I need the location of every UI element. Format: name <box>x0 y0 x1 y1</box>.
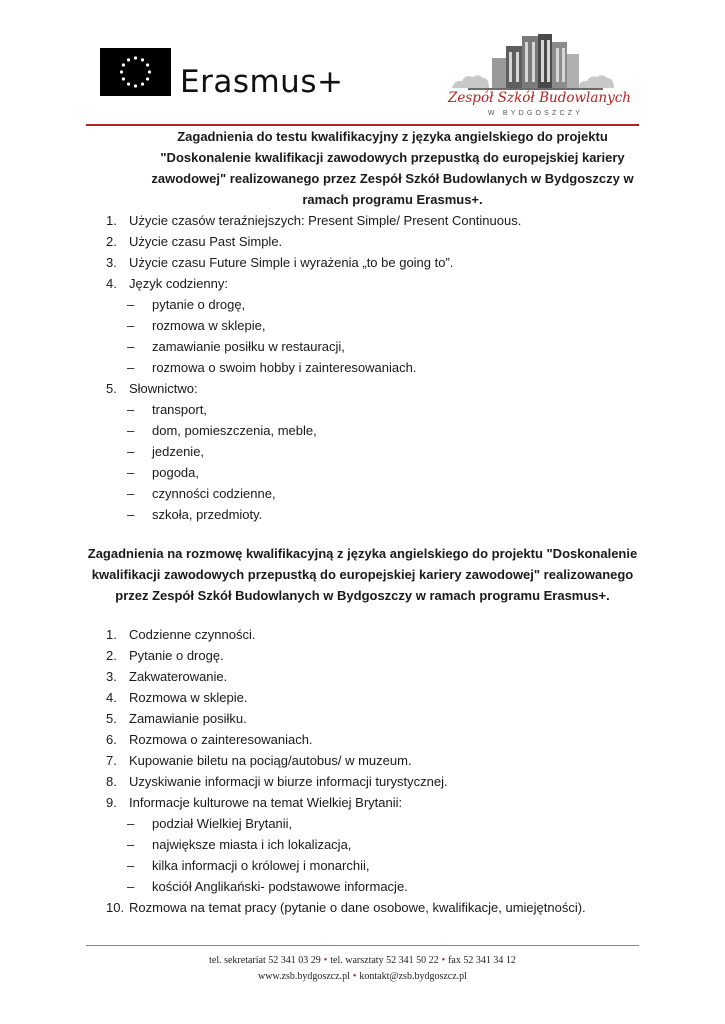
list-item-text: Rozmowa na temat pracy (pytanie o dane osobowe, kwalifikacje, umiejętności). <box>129 900 586 915</box>
footer-separator: • <box>441 955 446 966</box>
spacer <box>0 606 725 624</box>
list-item-number: 8. <box>106 774 117 789</box>
list-item <box>0 750 725 771</box>
dash-bullet: – <box>127 507 135 522</box>
sub-list-item <box>0 336 725 357</box>
sub-list-item <box>0 420 725 441</box>
list-item-text: Pytanie o drogę. <box>129 648 224 663</box>
dash-bullet: – <box>127 339 135 354</box>
dash-bullet: – <box>127 402 135 417</box>
sub-list-item-text: jedzenie, <box>152 444 205 459</box>
list-item-number: 1. <box>106 213 117 228</box>
list-item-text: Informacje kulturowe na temat Wielkiej Brytanii: <box>129 795 403 810</box>
list-item-number: 10. <box>106 900 125 915</box>
list-item-number: 6. <box>106 732 117 747</box>
sub-list-item-text: rozmowa w sklepie, <box>152 318 266 333</box>
sub-list-item-text: kościół Anglikański- podstawowe informacje. <box>152 879 408 894</box>
page-header <box>0 0 725 125</box>
list-item <box>0 378 725 399</box>
sub-list-item <box>0 462 725 483</box>
sub-list-item <box>0 294 725 315</box>
footer-contact-line <box>0 953 725 969</box>
list-item-text: Rozmowa w sklepie. <box>129 690 248 705</box>
footer-web-line <box>0 969 725 985</box>
dash-bullet: – <box>127 858 135 873</box>
dash-bullet: – <box>127 444 135 459</box>
footer-phone-secretary: tel. sekretariat 52 341 03 29 <box>209 955 321 966</box>
list-item-number: 3. <box>106 255 117 270</box>
dash-bullet: – <box>127 879 135 894</box>
list-item-text: Rozmowa o zainteresowaniach. <box>129 732 313 747</box>
sub-list-item-text: kilka informacji o królowej i monarchii, <box>152 858 370 873</box>
sub-list-item-text: zamawianie posiłku w restauracji, <box>152 339 345 354</box>
list-item <box>0 687 725 708</box>
sub-list-item <box>0 441 725 462</box>
document-body <box>0 126 725 918</box>
list-item <box>0 666 725 687</box>
list-item-text: Zakwaterowanie. <box>129 669 228 684</box>
list-item <box>0 252 725 273</box>
list-item-text: Użycie czasu Future Simple i wyrażenia „to be going to”. <box>129 255 454 270</box>
erasmus-logo-text: Erasmus+ <box>180 64 344 100</box>
page-footer <box>0 953 725 985</box>
section1-list <box>0 210 725 525</box>
section1-title: Zagadnienia do testu kwalifikacyjny z języka angielskiego do projektu "Doskonalenie kwalifikacji zawodowych przepustką do europejskiej kariery zawodowej" realizowanego przez Zespół Szkół Budowlanych w Bydgoszczy w ramach programu Erasmus+. <box>151 129 634 207</box>
list-item-number: 3. <box>106 669 117 684</box>
list-item <box>0 231 725 252</box>
sub-list-item <box>0 399 725 420</box>
sub-list-item-text: czynności codzienne, <box>152 486 276 501</box>
footer-fax: fax 52 341 34 12 <box>448 955 516 966</box>
list-item <box>0 210 725 231</box>
sub-list-item-text: pogoda, <box>152 465 199 480</box>
list-item <box>0 729 725 750</box>
school-name: Zespół Szkół Budowlanych <box>448 90 631 106</box>
list-item-number: 4. <box>106 276 117 291</box>
sub-list-item <box>0 504 725 525</box>
sub-list-item <box>0 813 725 834</box>
list-item <box>0 792 725 813</box>
list-item-number: 2. <box>106 648 117 663</box>
list-item-text: Zamawianie posiłku. <box>129 711 247 726</box>
list-item-number: 2. <box>106 234 117 249</box>
sub-list-item-text: pytanie o drogę, <box>152 297 246 312</box>
list-item-text: Słownictwo: <box>129 381 198 396</box>
list-item <box>0 624 725 645</box>
sub-list-item-text: największe miasta i ich lokalizacja, <box>152 837 352 852</box>
sub-list-item-text: rozmowa o swoim hobby i zainteresowaniach. <box>152 360 417 375</box>
eu-flag-icon <box>100 48 171 96</box>
list-item-text: Kupowanie biletu na pociąg/autobus/ w muzeum. <box>129 753 412 768</box>
list-item-text: Użycie czasów teraźniejszych: Present Simple/ Present Continuous. <box>129 213 522 228</box>
list-item-text: Język codzienny: <box>129 276 228 291</box>
sub-list-item-text: podział Wielkiej Brytanii, <box>152 816 293 831</box>
section2-title: Zagadnienia na rozmowę kwalifikacyjną z języka angielskiego do projektu "Doskonalenie kwalifikacji zawodowych przepustką do europejskiej kariery zawodowej" realizowanego przez Zespół Szkół Budowlanych w Bydgoszczy w ramach programu Erasmus+. <box>87 546 638 603</box>
dash-bullet: – <box>127 318 135 333</box>
footer-divider <box>86 945 639 946</box>
dash-bullet: – <box>127 816 135 831</box>
list-item-text: Uzyskiwanie informacji w biurze informacji turystycznej. <box>129 774 448 789</box>
list-item-number: 7. <box>106 753 117 768</box>
footer-separator: • <box>352 971 357 982</box>
list-item-number: 1. <box>106 627 117 642</box>
list-item-number: 4. <box>106 690 117 705</box>
list-item-text: Codzienne czynności. <box>129 627 256 642</box>
dash-bullet: – <box>127 297 135 312</box>
dash-bullet: – <box>127 465 135 480</box>
school-city: W BYDGOSZCZY <box>487 110 584 117</box>
dash-bullet: – <box>127 837 135 852</box>
sub-list-item <box>0 357 725 378</box>
sub-list-item <box>0 876 725 897</box>
list-item-number: 5. <box>106 711 117 726</box>
list-item <box>0 645 725 666</box>
dash-bullet: – <box>127 486 135 501</box>
sub-list-item <box>0 483 725 504</box>
list-item <box>0 273 725 294</box>
sub-list-item-text: transport, <box>152 402 207 417</box>
footer-separator: • <box>323 955 328 966</box>
list-item-number: 5. <box>106 381 117 396</box>
section2-list <box>0 624 725 918</box>
footer-email-link[interactable]: kontakt@zsb.bydgoszcz.pl <box>359 971 467 982</box>
sub-list-item-text: dom, pomieszczenia, meble, <box>152 423 317 438</box>
footer-phone-workshop: tel. warsztaty 52 341 50 22 <box>330 955 439 966</box>
sub-list-item <box>0 315 725 336</box>
list-item <box>0 897 725 918</box>
list-item-number: 9. <box>106 795 117 810</box>
list-item <box>0 708 725 729</box>
sub-list-item <box>0 834 725 855</box>
footer-website-link[interactable]: www.zsb.bydgoszcz.pl <box>258 971 350 982</box>
list-item <box>0 771 725 792</box>
sub-list-item <box>0 855 725 876</box>
dash-bullet: – <box>127 423 135 438</box>
sub-list-item-text: szkoła, przedmioty. <box>152 507 263 522</box>
list-item-text: Użycie czasu Past Simple. <box>129 234 283 249</box>
dash-bullet: – <box>127 360 135 375</box>
